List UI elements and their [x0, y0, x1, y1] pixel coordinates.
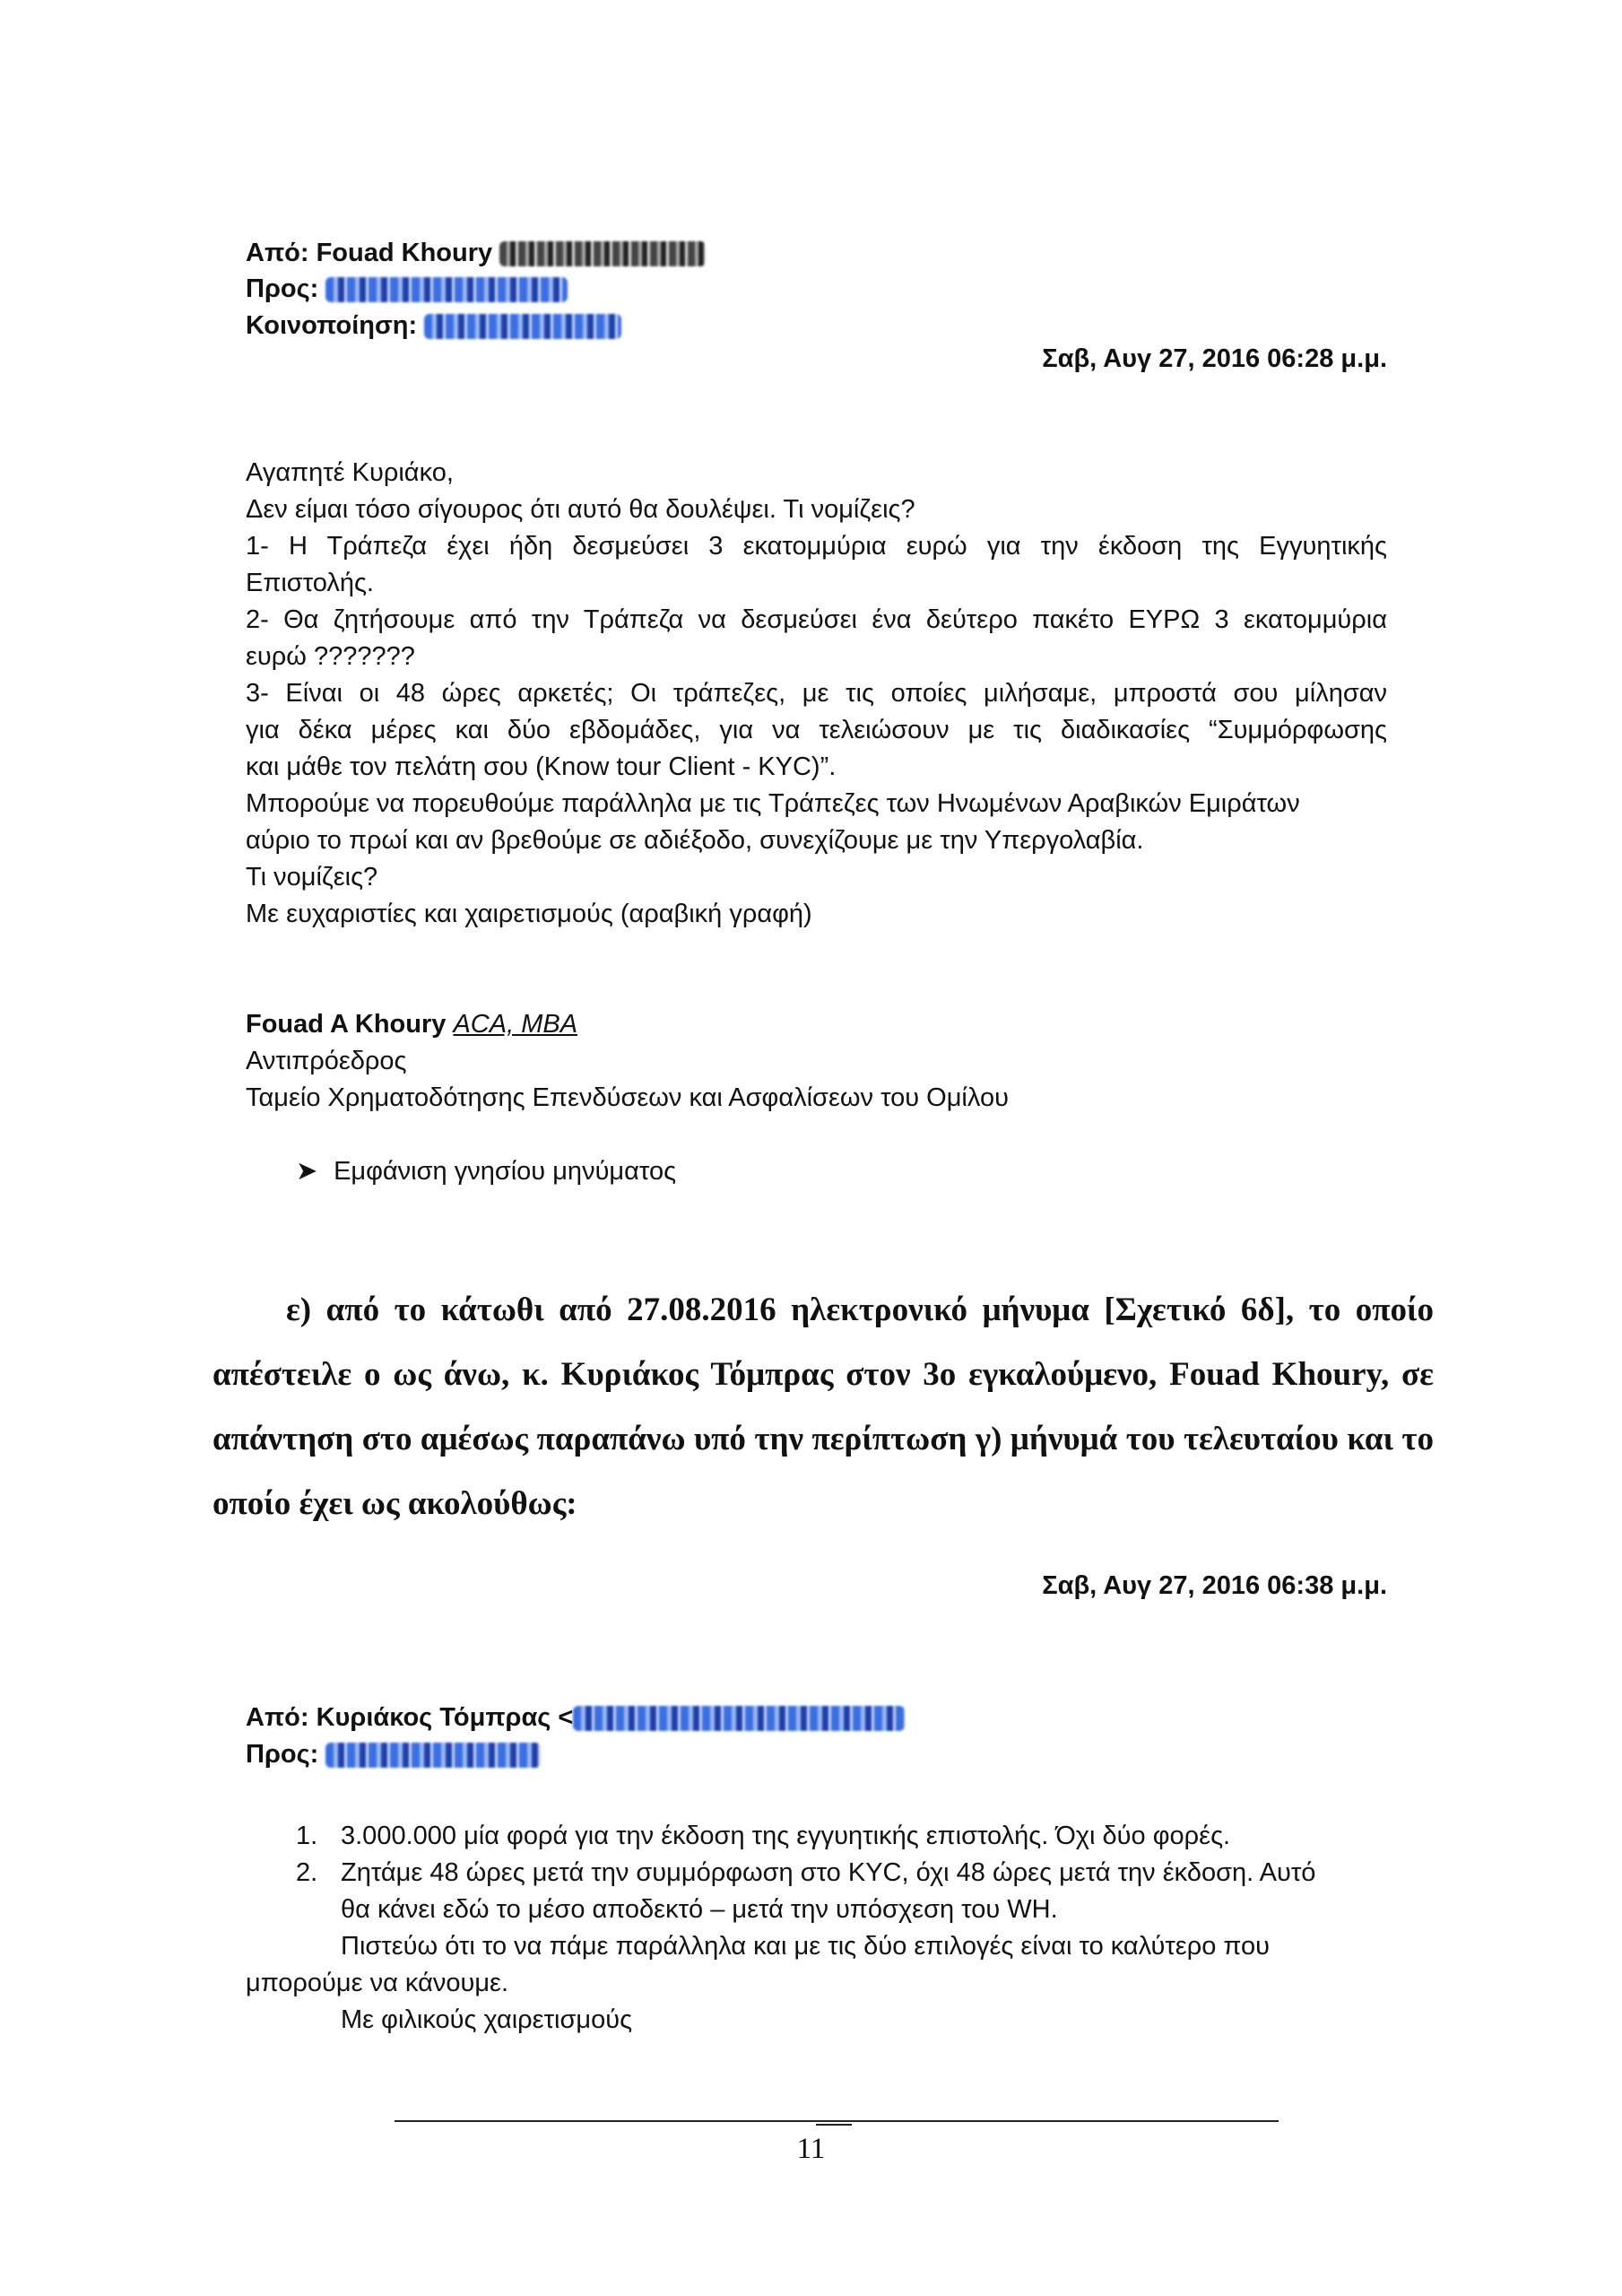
show-original	[296, 1153, 676, 1190]
list-item-2-cont: ευρώ ???????	[246, 642, 415, 671]
from-label: Από:	[246, 239, 309, 267]
page-number: 11	[796, 2133, 826, 2165]
reply-item-2-cont: θα κάνει εδώ το μέσο αποδεκτό – μετά την υπόσχεση του WH.	[341, 1895, 1058, 1924]
item-text: 3.000.000 μία φορά για την έκδοση της εγγυητικής επιστολής. Όχι δύο φορές.	[341, 1822, 1231, 1850]
list-item-3-cont: για δέκα μέρες και δύο εβδομάδες, για να τελειώσουν με τις διαδικασίες “Συμμόρφωσης	[246, 716, 1387, 744]
body-line: Δεν είμαι τόσο σίγουρος ότι αυτό θα δουλέψει. Τι νομίζεις?	[246, 495, 915, 524]
redacted-cc	[424, 314, 621, 339]
show-original-label: Εμφάνιση γνησίου μηνύματος	[334, 1157, 677, 1186]
item-number: 1.	[296, 1822, 318, 1850]
narrative-paragraph: ε) από το κάτωθι από 27.08.2016 ηλεκτρονικό μήνυμα [Σχετικό 6δ], το οποίο απέστειλε ο ως άνω, κ. Κυριάκος Τόμπρας στον 3ο εγκαλούμενο, Fouad Khoury, σε απάντηση στο αμέσως παραπάνω υπό την περίπτωση γ) μήνυμά του τελευταίου και το οποίο έχει ως ακολούθως:	[213, 1292, 1434, 1522]
list-item-2: 2- Θα ζητήσουμε από την Τράπεζα να δεσμεύσει ένα δεύτερο πακέτο ΕΥΡΩ 3 εκατομμύρια	[246, 605, 1387, 634]
email1-from	[246, 235, 706, 272]
from-name: Κυριάκος Τόμπρας <	[316, 1703, 574, 1732]
body-line: αύριο το πρωί και αν βρεθούμε σε αδιέξοδο, συνεχίζουμε με την Υπεργολαβία.	[246, 826, 1144, 855]
list-item-1-cont: Επιστολής.	[246, 569, 374, 597]
reply-item-1	[296, 1818, 1230, 1855]
item-number: 2.	[296, 1858, 318, 1887]
signature-org: Ταμείο Χρηματοδότησης Επενδύσεων και Ασφαλίσεων του Ομίλου	[246, 1083, 1009, 1112]
body-line: Με ευχαριστίες και χαιρετισμούς (αραβική γραφή)	[246, 900, 812, 928]
body-line: Πιστεύω ότι το να πάμε παράλληλα και με τις δύο επιλογές είναι το καλύτερο που	[341, 1932, 1270, 1961]
email2-from	[246, 1700, 905, 1736]
body-line: Τι νομίζεις?	[246, 863, 378, 891]
redacted-email	[499, 241, 706, 266]
email1-to	[246, 271, 568, 308]
email2-to	[246, 1736, 541, 1773]
list-item-3: 3- Είναι οι 48 ώρες αρκετές; Οι τράπεζες, με τις οποίες μιλήσαμε, μπροστά σου μίλησαν	[246, 679, 1387, 708]
to-label: Προς:	[246, 274, 319, 303]
sig-titles: ACA, MBA	[453, 1010, 578, 1039]
sig-name: Fouad A Khoury	[246, 1010, 447, 1039]
list-item-3-end: και μάθε τον πελάτη σου (Know tour Client - KYC)”.	[246, 752, 837, 781]
cc-label: Κοινοποίηση:	[246, 311, 418, 340]
from-name: Fouad Khoury	[316, 239, 493, 267]
body-line: μπορούμε να κάνουμε.	[246, 1969, 509, 1997]
redacted-email	[573, 1706, 905, 1731]
footer-divider	[395, 2120, 1279, 2122]
closing: Με φιλικούς χαιρετισμούς	[341, 2005, 633, 2034]
item-text: Ζητάμε 48 ώρες μετά την συμμόρφωση στο KYC, όχι 48 ώρες μετά την έκδοση. Αυτό	[341, 1858, 1316, 1887]
arrow-bullet-icon: ➤	[296, 1157, 318, 1186]
reply-item-2	[296, 1855, 1315, 1892]
signature-name	[246, 1006, 577, 1043]
from-label: Από:	[246, 1703, 309, 1732]
redacted-recipient	[325, 277, 568, 302]
greeting: Αγαπητέ Κυριάκο,	[246, 458, 454, 487]
redacted-recipient	[325, 1743, 541, 1768]
body-line: Μπορούμε να πορευθούμε παράλληλα με τις Τράπεζες των Ηνωμένων Αραβικών Εμιράτων	[246, 789, 1300, 818]
list-item-1: 1- Η Τράπεζα έχει ήδη δεσμεύσει 3 εκατομμύρια ευρώ για την έκδοση της Εγγυητικής	[246, 532, 1387, 561]
email1-cc	[246, 308, 621, 344]
footer-divider-mark	[816, 2124, 852, 2126]
to-label: Προς:	[246, 1740, 319, 1769]
signature-role: Αντιπρόεδρος	[246, 1047, 407, 1075]
email1-date: Σαβ, Αυγ 27, 2016 06:28 μ.μ.	[1042, 344, 1387, 373]
email2-date: Σαβ, Αυγ 27, 2016 06:38 μ.μ.	[1042, 1571, 1387, 1600]
